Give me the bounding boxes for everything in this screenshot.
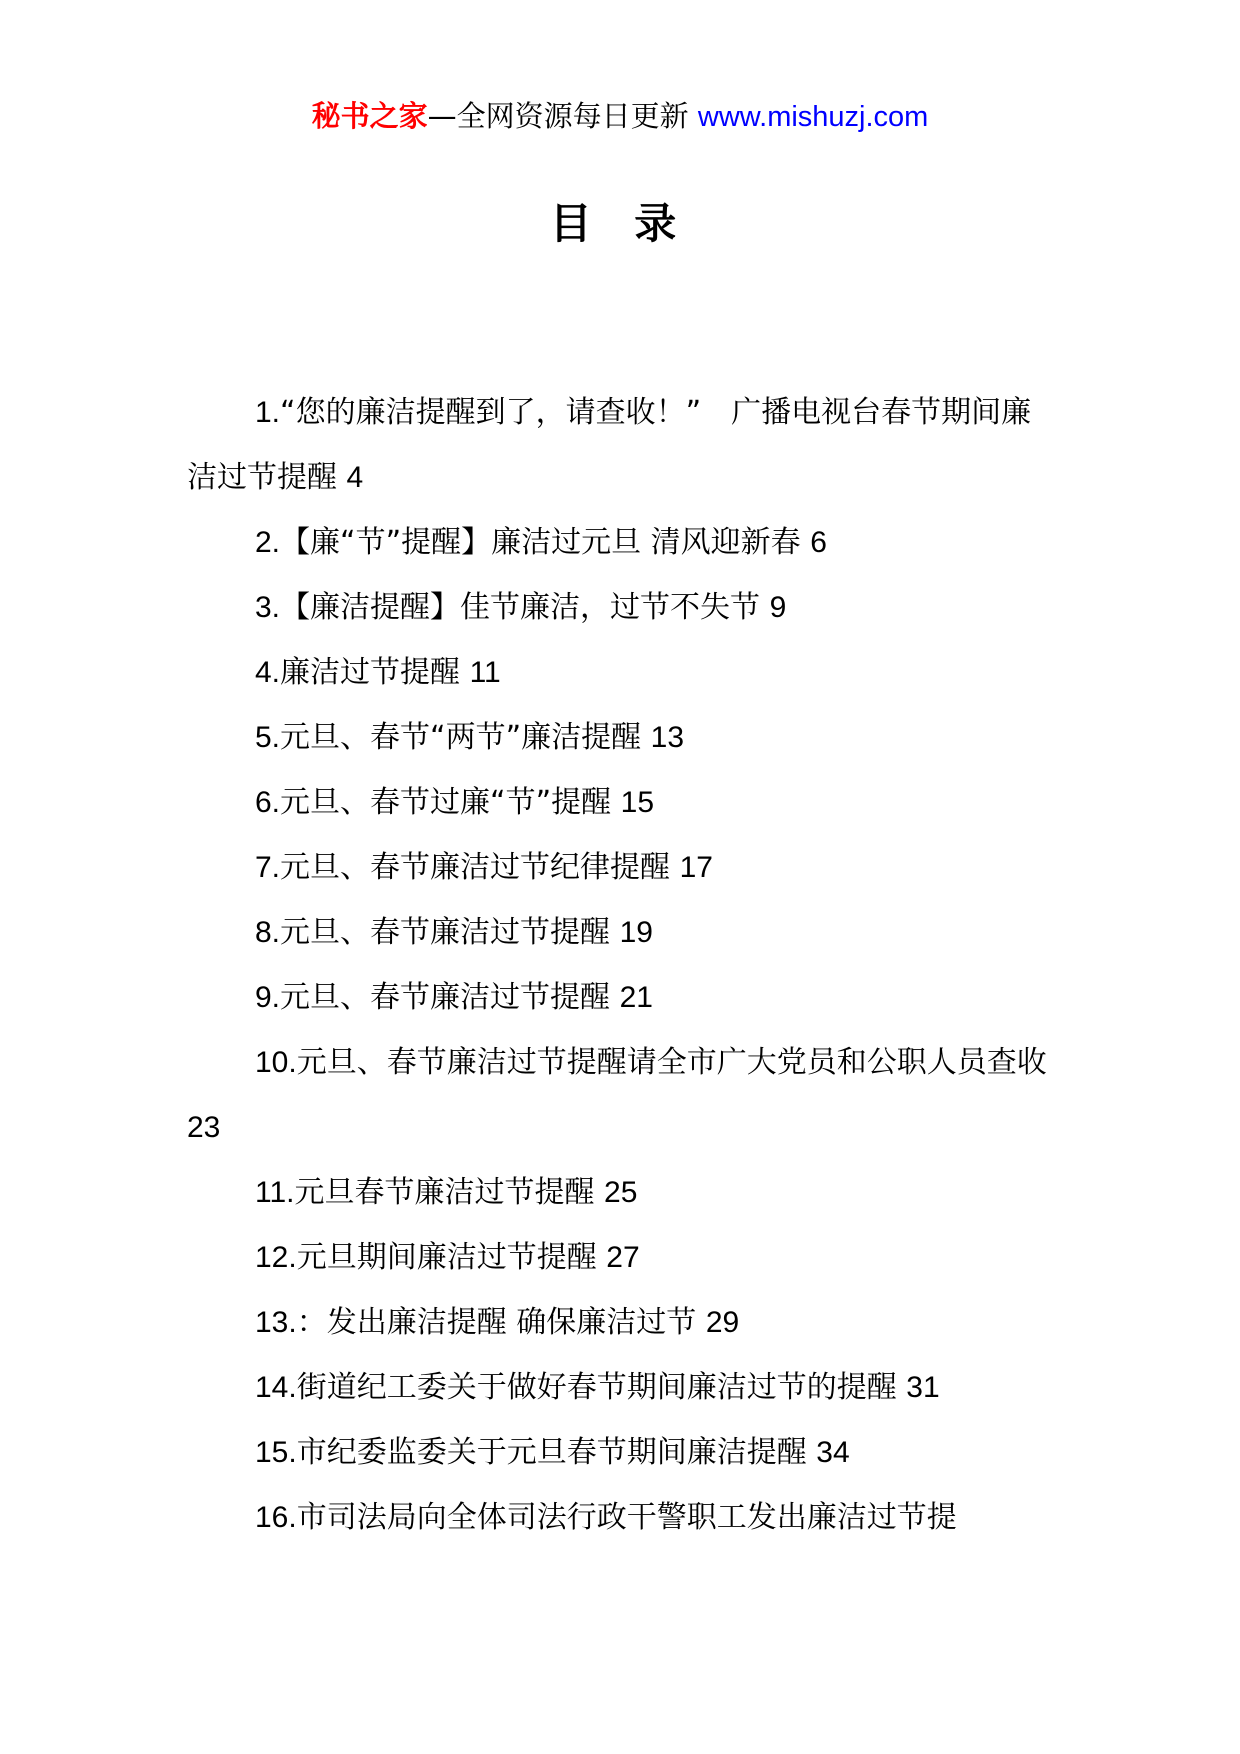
toc-entry-page-number: 6 [810, 526, 827, 559]
toc-entry-title: 元旦、春节廉洁过节提醒请全市广大党员和公职人员查收 [296, 1045, 1047, 1080]
toc-entry[interactable] [187, 1485, 1057, 1550]
toc-entry-number: 3. [255, 591, 281, 624]
toc-entry[interactable] [187, 705, 1057, 770]
toc-entry[interactable] [187, 380, 1057, 510]
toc-entry-number: 6. [255, 786, 281, 819]
site-url-link[interactable]: www.mishuzj.com [697, 101, 929, 133]
toc-entry-page-number: 11 [469, 656, 501, 689]
toc-entry-title: 市纪委监委关于元旦春节期间廉洁提醒 [296, 1435, 807, 1470]
toc-entry-title: 元旦、春节“两节”廉洁提醒 [280, 720, 642, 755]
toc-entry-title: “您的廉洁提醒到了，请查收！” 广播电视台春节期间廉洁过节提醒 [187, 395, 1032, 495]
toc-entry[interactable] [187, 835, 1057, 900]
brand-name: 秘书之家 [311, 99, 428, 133]
toc-entry-number: 1. [255, 396, 281, 429]
toc-entry[interactable] [187, 770, 1057, 835]
toc-entry-page-number: 25 [604, 1176, 638, 1209]
toc-entry-page-number: 4 [346, 461, 364, 494]
toc-entry[interactable] [187, 1355, 1057, 1420]
toc-entry-number: 8. [255, 916, 281, 949]
toc-entry[interactable] [187, 1290, 1057, 1355]
toc-entry-title: 元旦春节廉洁过节提醒 [294, 1175, 595, 1210]
toc-entry-number: 12. [255, 1241, 297, 1274]
toc-entry-page-number: 13 [650, 721, 685, 754]
toc-entry-title: 元旦、春节过廉“节”提醒 [280, 785, 612, 820]
toc-entry[interactable] [187, 510, 1057, 575]
page-title: 目 录 [549, 199, 691, 248]
toc-entry-title: 元旦期间廉洁过节提醒 [296, 1240, 597, 1275]
toc-entry-number: 2. [255, 526, 281, 559]
site-header [0, 96, 1240, 137]
toc-entry-page-number: 27 [606, 1241, 640, 1274]
toc-entry-number: 14. [255, 1371, 297, 1404]
toc-entry-page-number: 21 [619, 981, 653, 1014]
toc-entry-title: 廉洁过节提醒 [280, 655, 461, 690]
toc-entry-number: 7. [255, 851, 281, 884]
toc-entry-page-number: 29 [705, 1306, 740, 1339]
toc-entry[interactable] [187, 575, 1057, 640]
toc-entry-page-number: 31 [906, 1371, 940, 1404]
toc-entry-number: 4. [255, 656, 281, 689]
toc-entry-page-number: 17 [679, 851, 713, 884]
toc-entry-number: 10. [255, 1046, 297, 1079]
toc-entry-number: 5. [255, 721, 281, 754]
toc-entry-title: 【廉“节”提醒】廉洁过元旦 清风迎新春 [280, 525, 801, 560]
toc-entry-title: 元旦、春节廉洁过节纪律提醒 [280, 850, 671, 885]
toc-entry-title: 市司法局向全体司法行政干警职工发出廉洁过节提 [296, 1500, 957, 1535]
toc-entry-page-number: 23 [187, 1111, 221, 1144]
toc-entry[interactable] [187, 1030, 1057, 1160]
table-of-contents [187, 380, 1057, 1550]
toc-entry[interactable] [187, 640, 1057, 705]
toc-entry[interactable] [187, 1160, 1057, 1225]
toc-entry-page-number: 9 [769, 591, 787, 624]
toc-entry-title: 【廉洁提醒】佳节廉洁，过节不失节 [280, 590, 761, 625]
toc-entry[interactable] [187, 965, 1057, 1030]
toc-entry-number: 16. [255, 1501, 297, 1534]
toc-entry-title: 街道纪工委关于做好春节期间廉洁过节的提醒 [296, 1370, 897, 1405]
toc-entry-title: 元旦、春节廉洁过节提醒 [280, 980, 611, 1015]
toc-entry[interactable] [187, 1420, 1057, 1485]
toc-entry-page-number: 19 [619, 916, 653, 949]
toc-entry-number: 9. [255, 981, 281, 1014]
toc-entry-number: 11. [255, 1176, 295, 1209]
toc-entry-page-number: 15 [620, 786, 655, 819]
toc-entry-title: ：发出廉洁提醒 确保廉洁过节 [296, 1305, 697, 1340]
header-slogan: —全网资源每日更新 [427, 99, 689, 133]
toc-entry[interactable] [187, 900, 1057, 965]
toc-entry-page-number: 34 [816, 1436, 850, 1469]
toc-entry-number: 13. [255, 1306, 297, 1339]
toc-entry-number: 15. [255, 1436, 297, 1469]
toc-entry[interactable] [187, 1225, 1057, 1290]
toc-entry-title: 元旦、春节廉洁过节提醒 [280, 915, 611, 950]
